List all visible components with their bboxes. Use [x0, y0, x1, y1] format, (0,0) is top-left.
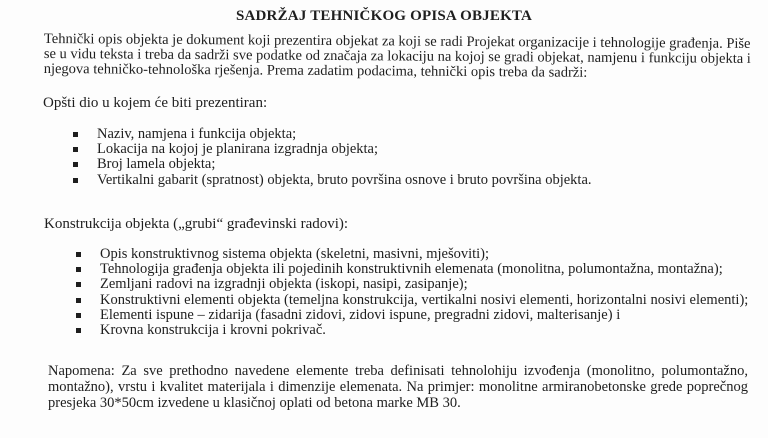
bullet-icon [73, 162, 78, 167]
list-item [76, 308, 748, 323]
construction-section-heading: Konstrukcija objekta („grubi“ građevinski radovi): [44, 216, 349, 232]
construction-section-list [76, 247, 748, 338]
intro-line: se u vidu teksta i treba da sadrži sve podatke od značaja za lokaciju na kojoj se gradi objekat, namjenu i funkciju objekta i [43, 45, 751, 67]
list-item-text: Naziv, namjena i funkcija objekta; [97, 126, 297, 142]
bullet-icon [73, 178, 78, 183]
list-item-text: Zemljani radovi na izgradnji objekta (iskopi, nasipi, zasipanje); [100, 276, 468, 293]
document-title: SADRŽAJ TEHNIČKOG OPISA OBJEKTA [235, 8, 533, 24]
general-section-heading: Opšti dio u kojem će biti prezentiran: [43, 95, 268, 111]
list-item-text: Broj lamela objekta; [97, 156, 216, 173]
bullet-icon [76, 328, 81, 333]
list-item-text: Lokacija na kojoj je planirana izgradnja objekta; [97, 141, 379, 158]
intro-paragraph [43, 31, 751, 82]
list-item [76, 323, 748, 338]
list-item [76, 262, 748, 277]
list-item [76, 293, 748, 308]
intro-line: njegova tehničko-tehnološka rješenja. Prema zadatim podacima, tehnički opis treba da sadrži: [43, 60, 588, 81]
note-line: Napomena: Za sve prethodno navedene elemente treba definisati tehnolohiju izvođenja (monolitno, polumontažno, [48, 363, 748, 379]
general-section-list [73, 127, 592, 188]
list-item [73, 127, 592, 142]
list-item [73, 173, 592, 188]
note-line: presjeka 30*50cm izvedene u klasičnoj oplati od betona marke MB 30. [48, 395, 461, 411]
list-item [76, 247, 748, 262]
bullet-icon [76, 252, 81, 257]
bullet-icon [76, 282, 81, 287]
list-item-text: Vertikalni gabarit (spratnost) objekta, bruto površina osnove i bruto površina objekta. [97, 171, 592, 188]
list-item-text: Krovna konstrukcija i krovni pokrivač. [100, 321, 326, 338]
bullet-icon [76, 313, 81, 318]
list-item-text: Elementi ispune – zidarija (fasadni zidovi, zidovi ispune, pregradni zidovi, malterisanje) i [100, 306, 621, 323]
bullet-icon [73, 132, 78, 137]
list-item-text: Konstruktivni elementi objekta (temeljna konstrukcija, vertikalni nosivi elementi, horizontalni nosivi elementi); [100, 291, 749, 308]
intro-line: Tehnički opis objekta je dokument koji prezentira objekat za koji se radi Projekat organizacije i tehnologije građenja. Piše [43, 31, 751, 52]
bullet-icon [76, 298, 81, 303]
list-item [73, 142, 592, 157]
list-item [73, 157, 592, 172]
bullet-icon [76, 267, 81, 272]
note-paragraph [48, 363, 748, 411]
note-line: montažno), vrstu i kvalitet materijala i dimenzije elemenata. Na primjer: monolitne armiranobetonske grede poprečnog [48, 379, 748, 395]
bullet-icon [73, 147, 78, 152]
list-item [76, 277, 748, 292]
list-item-text: Opis konstruktivnog sistema objekta (skeletni, masivni, mješoviti); [100, 246, 490, 262]
list-item-text: Tehnologija građenja objekta ili pojedinih konstruktivnih elemenata (monolitna, polumontažna, montažna); [100, 261, 723, 278]
